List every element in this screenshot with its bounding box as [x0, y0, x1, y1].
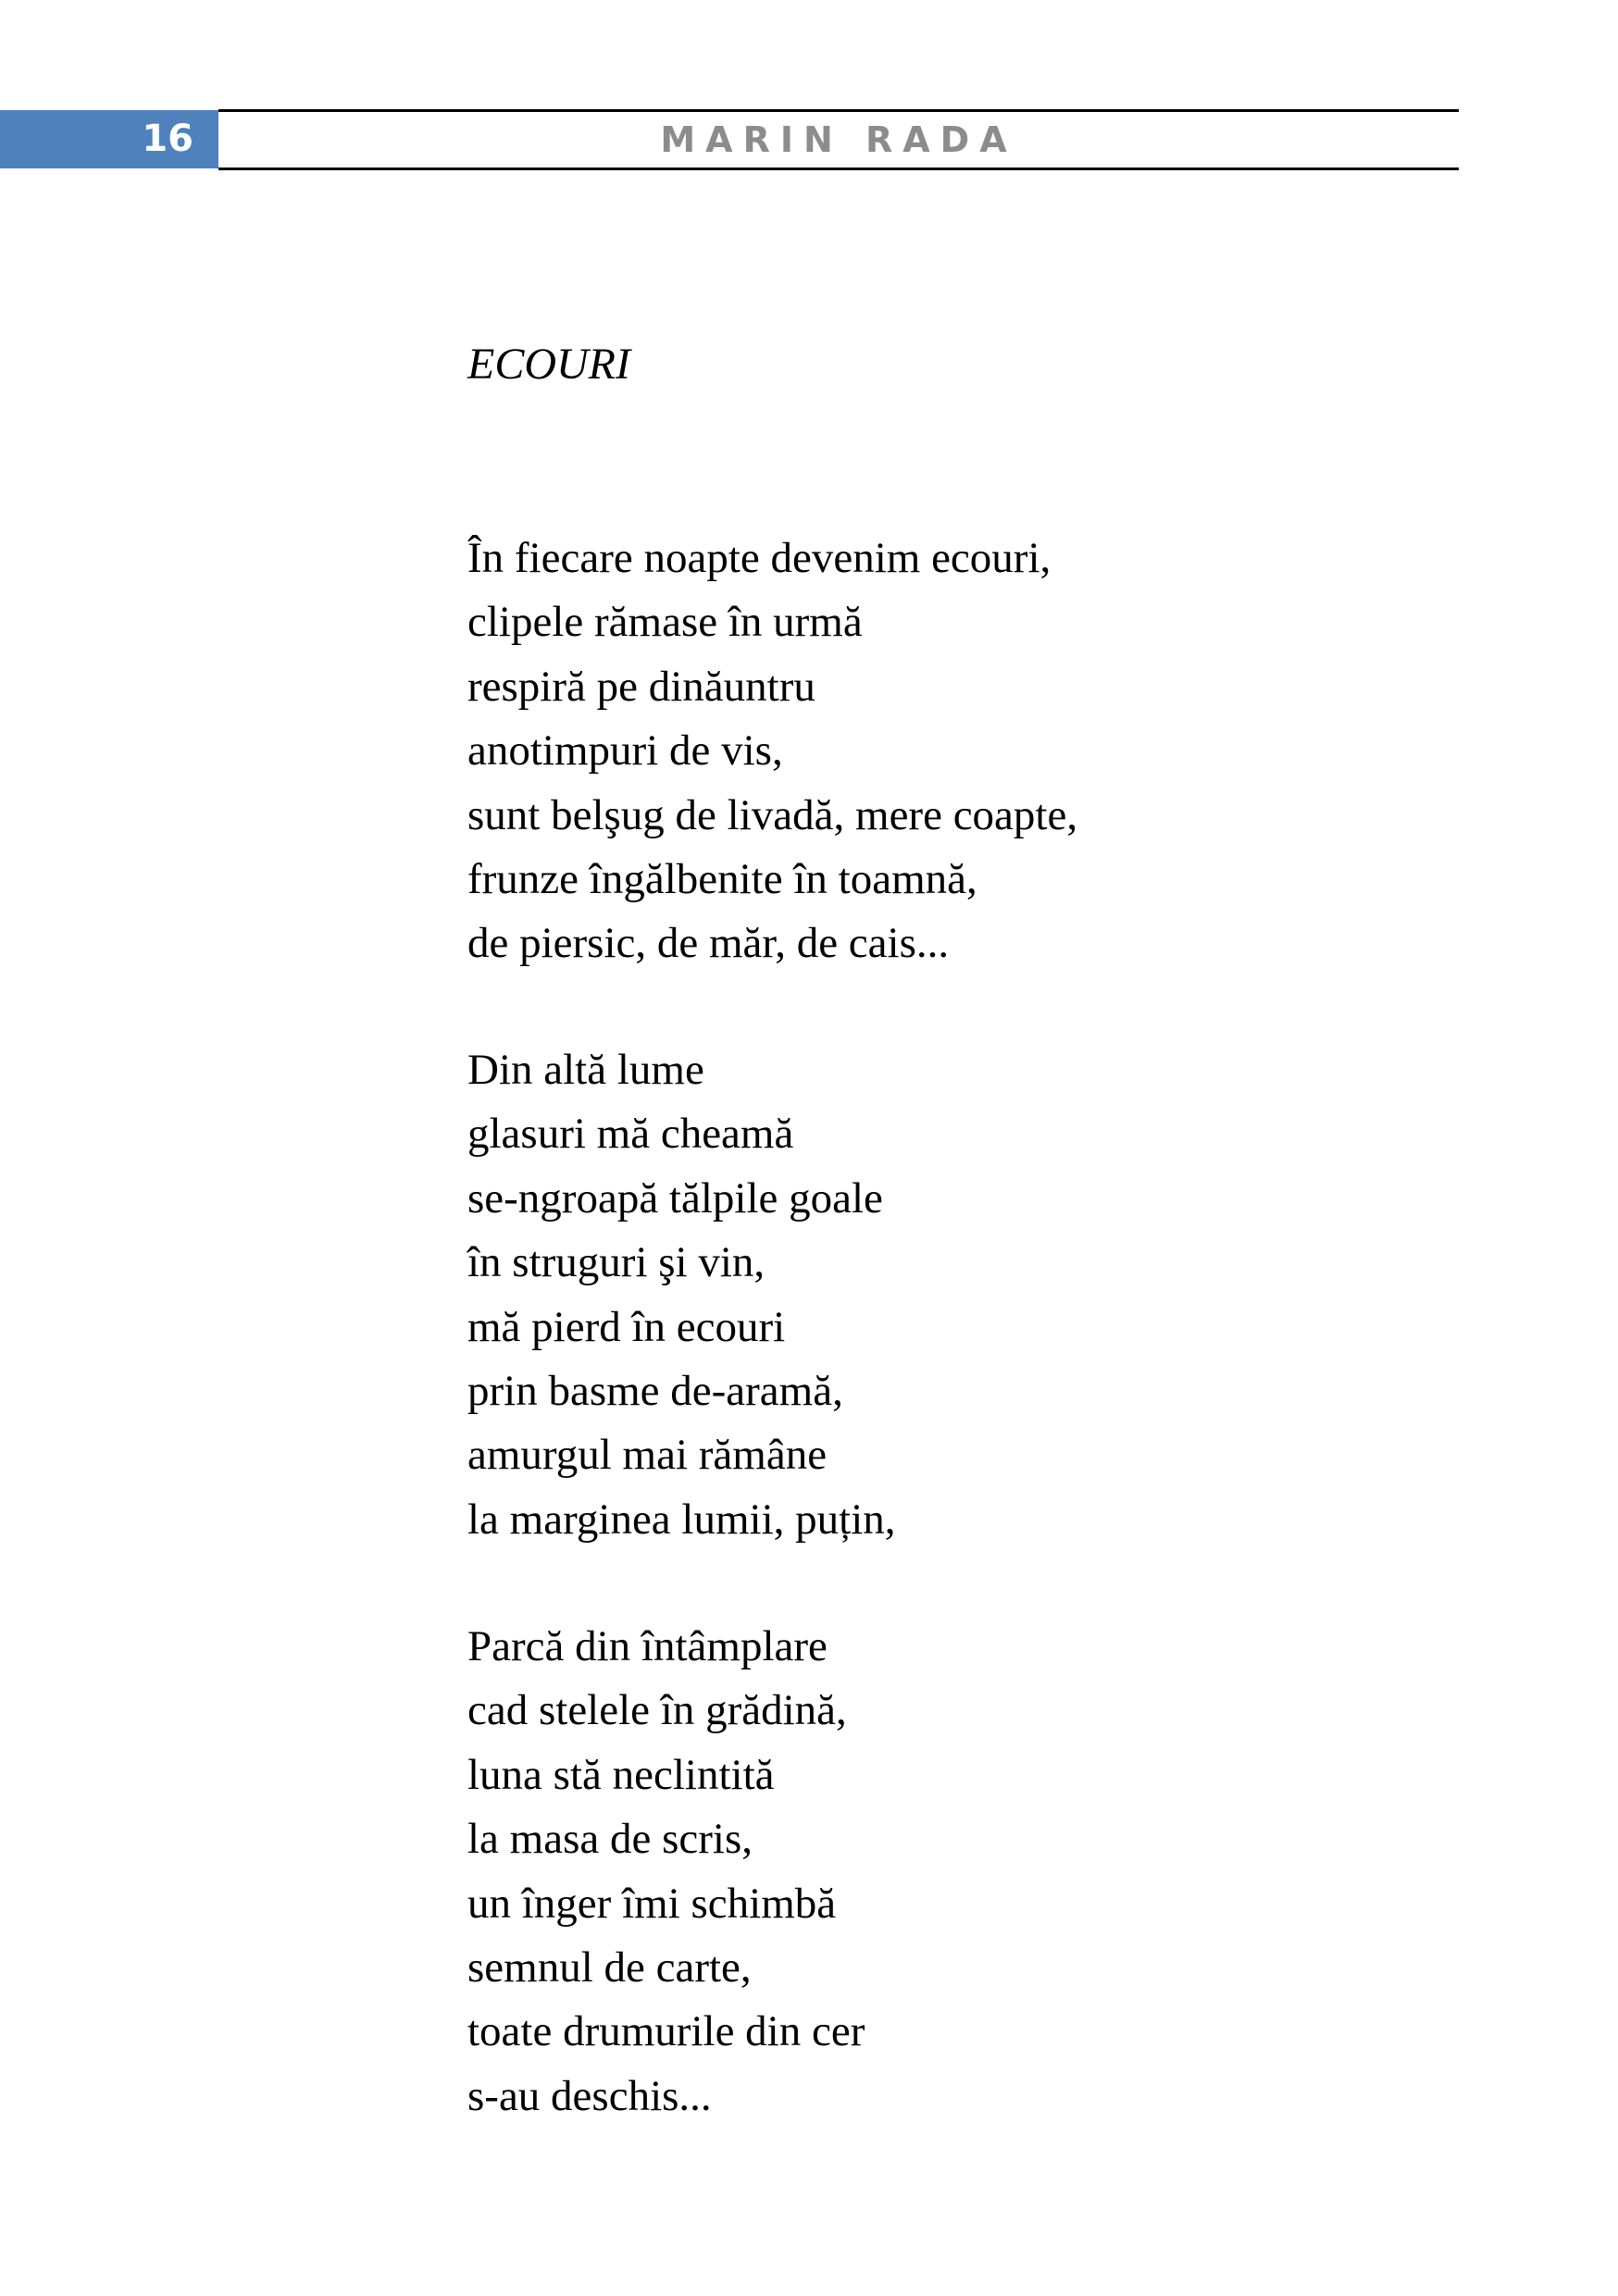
poem-line: în struguri şi vin,: [467, 1238, 765, 1287]
stanza-2: [467, 1038, 896, 1552]
poem-line: la masa de scris,: [467, 1815, 753, 1864]
poem-line: Parcă din întâmplare: [467, 1622, 828, 1670]
poem-line: mă pierd în ecouri: [467, 1302, 786, 1351]
poem-line: prin basme de-aramă,: [467, 1367, 843, 1416]
poem-line: frunze îngălbenite în toamnă,: [467, 855, 977, 904]
poem-line: sunt belşug de livadă, mere coapte,: [467, 790, 1078, 839]
stanza-1: [467, 527, 1077, 976]
poem-line: anotimpuri de vis,: [467, 726, 783, 776]
poem-line: Din altă lume: [467, 1046, 704, 1094]
poem-line: un înger îmi schimbă: [467, 1879, 837, 1928]
poem-line: clipele rămase în urmă: [467, 598, 863, 647]
poem-line: luna stă neclintită: [467, 1750, 775, 1799]
poem-line: glasuri mă cheamă: [467, 1110, 794, 1159]
poem-line: toate drumurile din cer: [467, 2007, 865, 2056]
poem-line: amurgul mai rămâne: [467, 1431, 828, 1480]
poem-title: ECOURI: [467, 340, 630, 389]
poem-line: la marginea lumii, puțin,: [467, 1495, 896, 1544]
stanza-3: [467, 1615, 865, 2128]
running-header-author: MARIN RADA: [660, 119, 1017, 160]
poem-line: se-ngroapă tălpile goale: [467, 1173, 883, 1222]
poem-line: În fiecare noapte devenim ecouri,: [467, 534, 1052, 582]
poem-line: cad stelele în grădină,: [467, 1686, 847, 1735]
poem-line: de piersic, de măr, de cais...: [467, 919, 950, 968]
poem-line: s-au deschis...: [467, 2071, 712, 2120]
poem-line: semnul de carte,: [467, 1943, 752, 1992]
poem-line: respiră pe dinăuntru: [467, 662, 815, 711]
page-number: 16: [0, 110, 218, 168]
